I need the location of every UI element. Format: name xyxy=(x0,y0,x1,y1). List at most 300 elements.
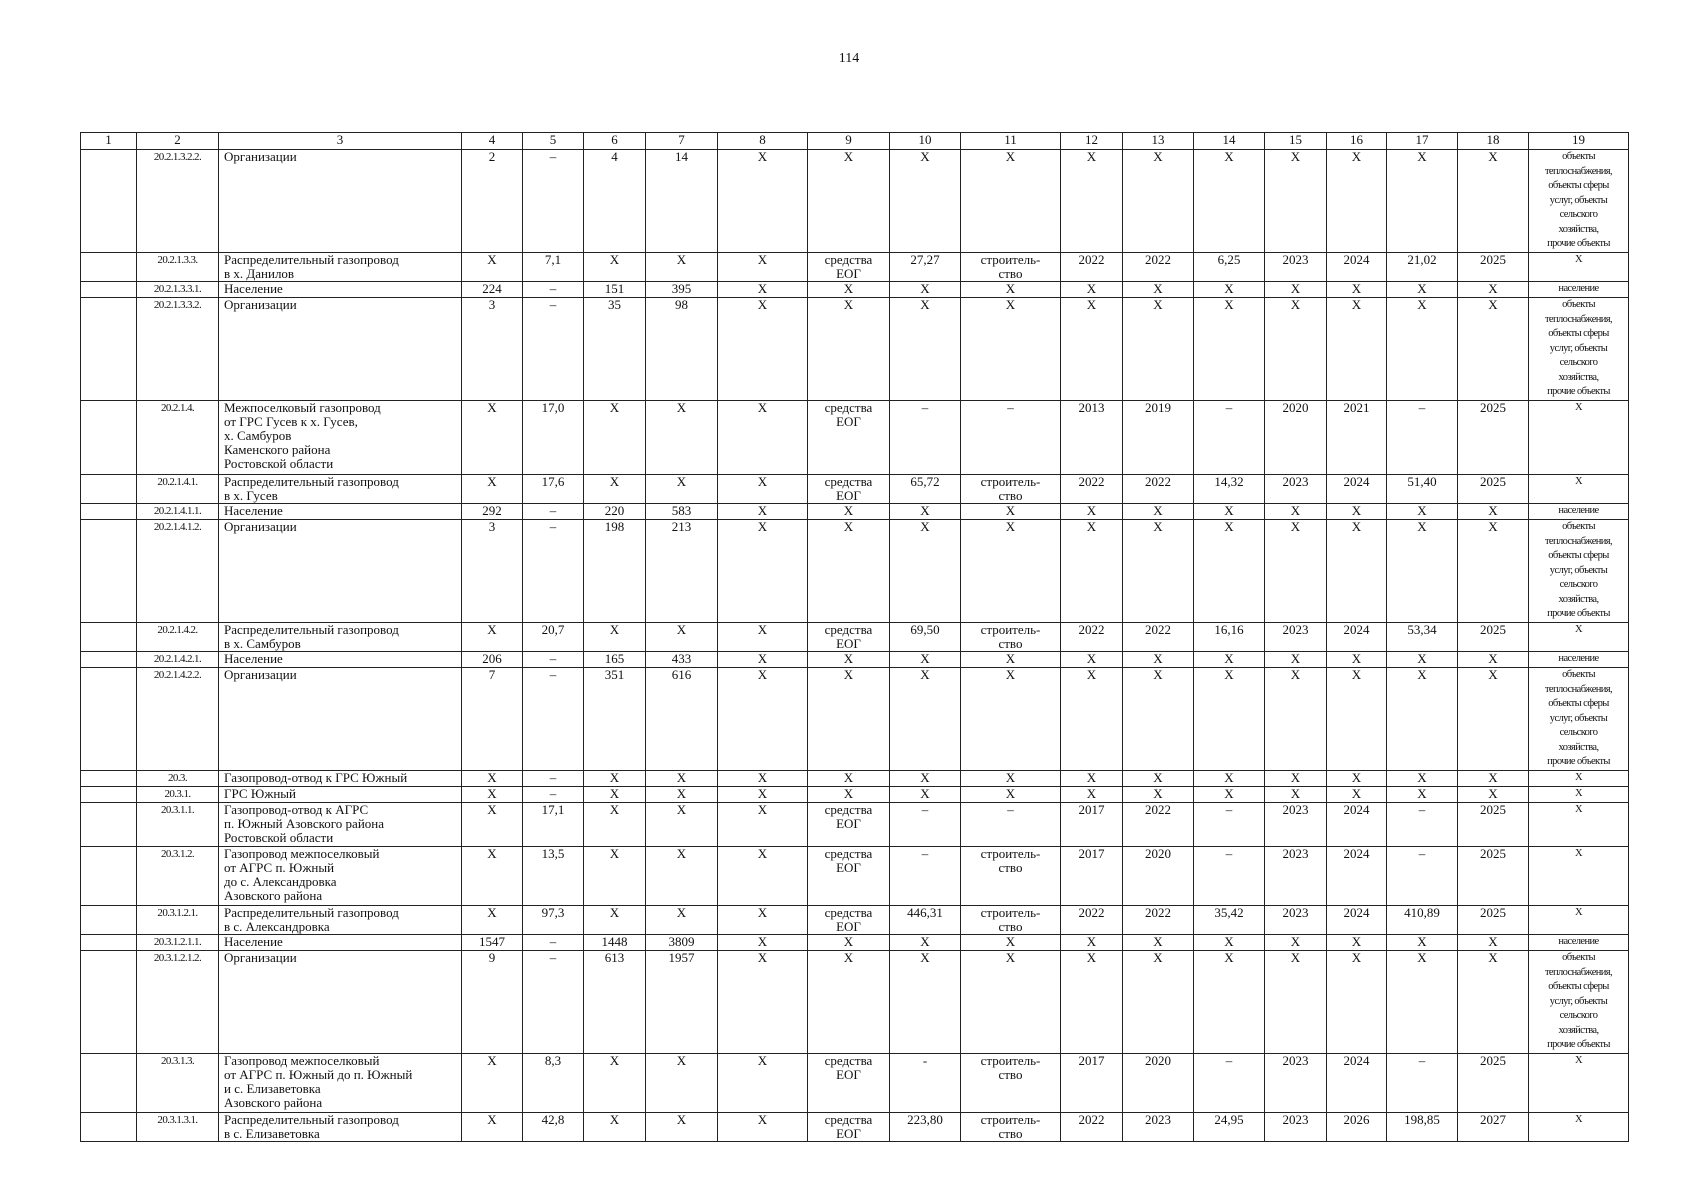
table-cell xyxy=(1327,803,1387,847)
cell-text: X xyxy=(1290,281,1301,296)
cell-text: – xyxy=(549,950,557,965)
cell-text: 2021 xyxy=(1343,400,1370,415)
table-body xyxy=(81,133,1629,1142)
row-name xyxy=(219,1113,462,1142)
table-cell xyxy=(1061,475,1123,504)
cell-text: 2022 xyxy=(1145,802,1171,817)
cell-text: X xyxy=(920,934,930,949)
cell-text: – xyxy=(549,519,557,534)
row-name xyxy=(219,150,462,253)
cell-text: – xyxy=(549,786,557,801)
cell-text: 20.2.1.4. xyxy=(160,402,195,414)
table-cell xyxy=(523,1054,584,1113)
cell-text: – xyxy=(549,281,557,296)
table-cell xyxy=(1061,298,1123,401)
table-cell xyxy=(1327,520,1387,623)
cell-text: средства ЕОГ xyxy=(824,1053,873,1082)
column-number: 3 xyxy=(219,133,462,150)
table-cell xyxy=(1265,1054,1327,1113)
row-group-cell xyxy=(81,906,137,935)
table-cell xyxy=(646,401,718,475)
table-cell xyxy=(523,935,584,951)
table-cell xyxy=(1123,771,1194,787)
table-cell xyxy=(646,150,718,253)
cell-text: 2020 xyxy=(1145,846,1171,861)
cell-text: X xyxy=(757,297,768,312)
table-cell xyxy=(1265,668,1327,771)
table-cell xyxy=(646,652,718,668)
table-cell xyxy=(1061,253,1123,282)
cell-text: 2017 xyxy=(1078,802,1105,817)
cell-text: 2025 xyxy=(1480,846,1506,861)
cell-text: 20.2.1.4.1.2. xyxy=(153,521,202,533)
table-cell xyxy=(961,1054,1061,1113)
cell-text: 446,31 xyxy=(907,905,943,920)
cell-text: 351 xyxy=(604,667,625,682)
row-code xyxy=(137,475,219,504)
object-type-cell xyxy=(1529,623,1629,652)
cell-text: 292 xyxy=(482,503,502,518)
table-row xyxy=(81,803,1629,847)
cell-text: X xyxy=(609,1053,620,1068)
table-cell xyxy=(523,623,584,652)
cell-text: X xyxy=(843,770,854,785)
table-cell xyxy=(584,150,646,253)
column-number: 15 xyxy=(1265,133,1327,150)
cell-text: 2024 xyxy=(1343,622,1370,637)
cell-text: – xyxy=(1225,846,1233,861)
table-cell xyxy=(1458,520,1529,623)
cell-text: X xyxy=(757,786,768,801)
cell-text: – xyxy=(1418,846,1426,861)
table-cell xyxy=(718,150,808,253)
table-cell xyxy=(961,298,1061,401)
page-number: 114 xyxy=(838,51,860,66)
cell-text: 198,85 xyxy=(1404,1112,1440,1127)
cell-text: X xyxy=(843,651,854,666)
cell-text: 395 xyxy=(671,281,692,296)
row-name xyxy=(219,475,462,504)
cell-text: X xyxy=(1417,519,1427,534)
cell-text: 65,72 xyxy=(910,474,940,489)
cell-text: X xyxy=(757,1053,768,1068)
cell-text: Распределительный газопровод в с. Елизаветовка xyxy=(224,1112,399,1141)
row-group-cell xyxy=(81,668,137,771)
table-cell xyxy=(808,787,890,803)
table-cell xyxy=(1265,787,1327,803)
table-cell xyxy=(1327,787,1387,803)
cell-text: строитель- ство xyxy=(980,622,1041,651)
row-group-cell xyxy=(81,951,137,1054)
row-code xyxy=(137,935,219,951)
table-cell xyxy=(1061,504,1123,520)
cell-text: X xyxy=(1488,503,1498,518)
cell-text: строитель- ство xyxy=(980,1053,1041,1082)
cell-text: 2024 xyxy=(1343,474,1370,489)
cell-text: X xyxy=(1417,667,1427,682)
row-group-cell xyxy=(81,282,137,298)
row-name xyxy=(219,787,462,803)
cell-text: 613 xyxy=(604,950,625,965)
table-cell xyxy=(1194,475,1265,504)
table-cell xyxy=(718,253,808,282)
row-name xyxy=(219,298,462,401)
cell-text: X xyxy=(487,802,497,817)
table-cell xyxy=(1327,475,1387,504)
cell-text: X xyxy=(676,1053,687,1068)
cell-text: 20.2.1.4.1. xyxy=(157,476,198,488)
table-cell xyxy=(1061,1113,1123,1142)
cell-text: X xyxy=(1488,786,1498,801)
table-cell xyxy=(1387,150,1458,253)
table-cell xyxy=(584,298,646,401)
row-group-cell xyxy=(81,401,137,475)
cell-text: X xyxy=(757,667,768,682)
table-cell xyxy=(1123,253,1194,282)
table-row xyxy=(81,475,1629,504)
row-group-cell xyxy=(81,475,137,504)
cell-text: X xyxy=(1351,503,1362,518)
table-cell xyxy=(462,520,523,623)
cell-text: X xyxy=(1488,651,1498,666)
cell-text: 2022 xyxy=(1078,622,1105,637)
table-cell xyxy=(1123,906,1194,935)
table-cell xyxy=(646,847,718,906)
cell-text: 20.3.1.2.1. xyxy=(157,907,198,919)
cell-text: X xyxy=(1488,770,1498,785)
table-cell xyxy=(808,668,890,771)
column-number: 4 xyxy=(462,133,523,150)
table-cell xyxy=(961,282,1061,298)
table-cell xyxy=(1327,1054,1387,1113)
cell-text: средства ЕОГ xyxy=(824,846,873,875)
column-number: 16 xyxy=(1327,133,1387,150)
cell-text: Организации xyxy=(224,519,297,534)
table-cell xyxy=(584,401,646,475)
cell-text: X xyxy=(676,786,687,801)
cell-text: 165 xyxy=(604,651,625,666)
cell-text: 21,02 xyxy=(1407,252,1437,267)
table-cell xyxy=(718,475,808,504)
cell-text: X xyxy=(757,770,768,785)
table-cell xyxy=(718,298,808,401)
table-cell xyxy=(961,475,1061,504)
cell-text: 2023 xyxy=(1282,252,1309,267)
cell-text: X xyxy=(1086,950,1097,965)
cell-text: X xyxy=(757,1112,768,1127)
cell-text: 8,3 xyxy=(544,1053,562,1068)
table-cell xyxy=(1194,282,1265,298)
cell-text: X xyxy=(1575,804,1582,815)
table-cell xyxy=(1387,623,1458,652)
table-cell xyxy=(890,652,961,668)
cell-text: X xyxy=(1224,786,1234,801)
column-number: 1 xyxy=(81,133,137,150)
table-cell xyxy=(808,906,890,935)
cell-text: 2023 xyxy=(1282,474,1309,489)
cell-text: средства ЕОГ xyxy=(824,1112,873,1141)
cell-text: X xyxy=(487,786,497,801)
table-cell xyxy=(523,150,584,253)
column-number: 14 xyxy=(1194,133,1265,150)
object-type-cell xyxy=(1529,668,1629,771)
table-cell xyxy=(1387,771,1458,787)
table-cell xyxy=(1194,668,1265,771)
table-cell xyxy=(523,771,584,787)
table-cell xyxy=(718,401,808,475)
table-cell xyxy=(961,771,1061,787)
cell-text: X xyxy=(1575,254,1582,265)
cell-text: X xyxy=(1290,770,1301,785)
cell-text: X xyxy=(757,934,768,949)
table-cell xyxy=(1327,771,1387,787)
table-cell xyxy=(646,520,718,623)
table-row xyxy=(81,906,1629,935)
cell-text: средства ЕОГ xyxy=(824,474,873,503)
table-cell xyxy=(1265,401,1327,475)
cell-text: X xyxy=(843,281,854,296)
table-cell xyxy=(462,401,523,475)
cell-text: 2 xyxy=(488,149,496,164)
cell-text: X xyxy=(676,474,687,489)
table-cell xyxy=(646,771,718,787)
row-name xyxy=(219,847,462,906)
cell-text: X xyxy=(676,622,687,637)
cell-text: X xyxy=(1224,950,1234,965)
object-type-cell xyxy=(1529,906,1629,935)
cell-text: X xyxy=(757,519,768,534)
table-cell xyxy=(808,150,890,253)
table-cell xyxy=(584,504,646,520)
table-cell xyxy=(961,906,1061,935)
row-code xyxy=(137,906,219,935)
cell-text: X xyxy=(1005,281,1016,296)
cell-text: X xyxy=(1351,770,1362,785)
table-cell xyxy=(1123,282,1194,298)
cell-text: 2022 xyxy=(1078,252,1105,267)
cell-text: 2025 xyxy=(1480,400,1506,415)
table-cell xyxy=(1061,520,1123,623)
table-cell xyxy=(1194,1054,1265,1113)
table-cell xyxy=(808,504,890,520)
table-cell xyxy=(718,668,808,771)
table-cell xyxy=(961,1113,1061,1142)
cell-text: 1448 xyxy=(601,934,628,949)
column-number-row xyxy=(81,133,1629,150)
cell-text: X xyxy=(1488,934,1498,949)
cell-text: X xyxy=(1290,786,1301,801)
table-cell xyxy=(1327,150,1387,253)
cell-text: X xyxy=(487,1053,497,1068)
cell-text: Распределительный газопровод в с. Александровка xyxy=(224,905,399,934)
row-code xyxy=(137,652,219,668)
table-cell xyxy=(462,787,523,803)
table-cell xyxy=(961,847,1061,906)
table-cell xyxy=(808,1113,890,1142)
table-cell xyxy=(961,520,1061,623)
cell-text: X xyxy=(1086,934,1097,949)
table-cell xyxy=(890,282,961,298)
cell-text: X xyxy=(676,802,687,817)
cell-text: 223,80 xyxy=(907,1112,943,1127)
table-cell xyxy=(523,1113,584,1142)
table-cell xyxy=(646,951,718,1054)
cell-text: 224 xyxy=(482,281,502,296)
table-cell xyxy=(1123,668,1194,771)
cell-text: средства ЕОГ xyxy=(824,622,873,651)
row-code xyxy=(137,401,219,475)
cell-text: 20.2.1.4.1.1. xyxy=(153,505,202,517)
table-cell xyxy=(1194,150,1265,253)
cell-text: 20,7 xyxy=(541,622,565,637)
table-cell xyxy=(1123,475,1194,504)
table-cell xyxy=(1194,253,1265,282)
cell-text: 20.3.1. xyxy=(164,788,191,800)
cell-text: X xyxy=(1153,786,1163,801)
cell-text: X xyxy=(1086,786,1097,801)
cell-text: X xyxy=(676,770,687,785)
cell-text: 2023 xyxy=(1282,802,1309,817)
table-cell xyxy=(523,401,584,475)
cell-text: 616 xyxy=(671,667,692,682)
cell-text: 9 xyxy=(488,950,496,965)
table-cell xyxy=(584,668,646,771)
row-group-cell xyxy=(81,1054,137,1113)
cell-text: X xyxy=(1351,149,1362,164)
cell-text: X xyxy=(920,950,930,965)
column-number: 6 xyxy=(584,133,646,150)
cell-text: 20.2.1.4.2. xyxy=(157,624,198,636)
cell-text: X xyxy=(1086,651,1097,666)
cell-text: строитель- ство xyxy=(980,905,1041,934)
cell-text: Газопровод межпоселковый от АГРС п. Южный до п. Южный и с. Елизаветовка Азовского района xyxy=(224,1053,413,1110)
cell-text: X xyxy=(757,950,768,965)
table-cell xyxy=(1123,150,1194,253)
table-cell xyxy=(462,771,523,787)
cell-text: X xyxy=(1417,281,1427,296)
table-cell xyxy=(462,1113,523,1142)
table-cell xyxy=(1061,652,1123,668)
table-cell xyxy=(1458,623,1529,652)
table-row xyxy=(81,652,1629,668)
table-cell xyxy=(1458,787,1529,803)
table-cell xyxy=(890,1054,961,1113)
table-cell xyxy=(1061,1054,1123,1113)
cell-text: Распределительный газопровод в х. Гусев xyxy=(224,474,399,503)
table-cell xyxy=(718,1113,808,1142)
table-cell xyxy=(1387,253,1458,282)
table-cell xyxy=(1327,298,1387,401)
table-cell xyxy=(1061,623,1123,652)
cell-text: 51,40 xyxy=(1407,474,1437,489)
cell-text: X xyxy=(1575,402,1582,413)
cell-text: X xyxy=(1417,770,1427,785)
column-number: 12 xyxy=(1061,133,1123,150)
table-row xyxy=(81,401,1629,475)
row-code xyxy=(137,504,219,520)
cell-text: X xyxy=(1575,1055,1582,1066)
cell-text: Организации xyxy=(224,149,297,164)
cell-text: X xyxy=(1086,667,1097,682)
cell-text: X xyxy=(1153,934,1163,949)
table-cell xyxy=(718,1054,808,1113)
table-cell xyxy=(890,771,961,787)
row-code xyxy=(137,298,219,401)
object-type-cell xyxy=(1529,401,1629,475)
table-cell xyxy=(584,935,646,951)
table-cell xyxy=(523,282,584,298)
cell-text: 410,89 xyxy=(1404,905,1440,920)
row-name xyxy=(219,401,462,475)
table-cell xyxy=(646,504,718,520)
table-cell xyxy=(890,504,961,520)
table-cell xyxy=(523,475,584,504)
table-cell xyxy=(718,935,808,951)
row-code xyxy=(137,803,219,847)
table-cell xyxy=(890,150,961,253)
table-row xyxy=(81,787,1629,803)
table-cell xyxy=(1061,282,1123,298)
cell-text: объекты теплоснабжения, объекты сферы услуг, объекты сельского хозяйства, прочие объекты xyxy=(1544,151,1613,249)
table-cell xyxy=(646,906,718,935)
row-group-cell xyxy=(81,623,137,652)
row-code xyxy=(137,951,219,1054)
cell-text: X xyxy=(1224,934,1234,949)
table-cell xyxy=(961,150,1061,253)
table-cell xyxy=(646,475,718,504)
table-cell xyxy=(961,935,1061,951)
table-cell xyxy=(890,401,961,475)
cell-text: X xyxy=(1351,519,1362,534)
table-cell xyxy=(462,1054,523,1113)
table-row xyxy=(81,771,1629,787)
table-row xyxy=(81,935,1629,951)
cell-text: X xyxy=(1575,848,1582,859)
table-cell xyxy=(1194,623,1265,652)
table-cell xyxy=(808,847,890,906)
table-cell xyxy=(1387,668,1458,771)
table-cell xyxy=(1387,520,1458,623)
table-cell xyxy=(1458,771,1529,787)
table-cell xyxy=(1061,803,1123,847)
cell-text: 1547 xyxy=(479,934,505,949)
row-name xyxy=(219,504,462,520)
table-cell xyxy=(1327,906,1387,935)
table-cell xyxy=(890,253,961,282)
table-cell xyxy=(890,803,961,847)
cell-text: 35 xyxy=(608,297,621,312)
table-cell xyxy=(523,847,584,906)
object-type-cell xyxy=(1529,253,1629,282)
row-group-cell xyxy=(81,803,137,847)
table-cell xyxy=(523,652,584,668)
object-type-cell xyxy=(1529,282,1629,298)
cell-text: X xyxy=(1005,503,1016,518)
table-cell xyxy=(1327,253,1387,282)
cell-text: X xyxy=(1417,651,1427,666)
cell-text: X xyxy=(920,297,930,312)
cell-text: средства ЕОГ xyxy=(824,905,873,934)
cell-text: X xyxy=(843,950,854,965)
cell-text: X xyxy=(1417,149,1427,164)
object-type-cell xyxy=(1529,298,1629,401)
table-cell xyxy=(1194,951,1265,1054)
cell-text: 2019 xyxy=(1145,400,1171,415)
cell-text: – xyxy=(921,846,929,861)
cell-text: X xyxy=(757,905,768,920)
table-cell xyxy=(961,803,1061,847)
cell-text: X xyxy=(843,934,854,949)
